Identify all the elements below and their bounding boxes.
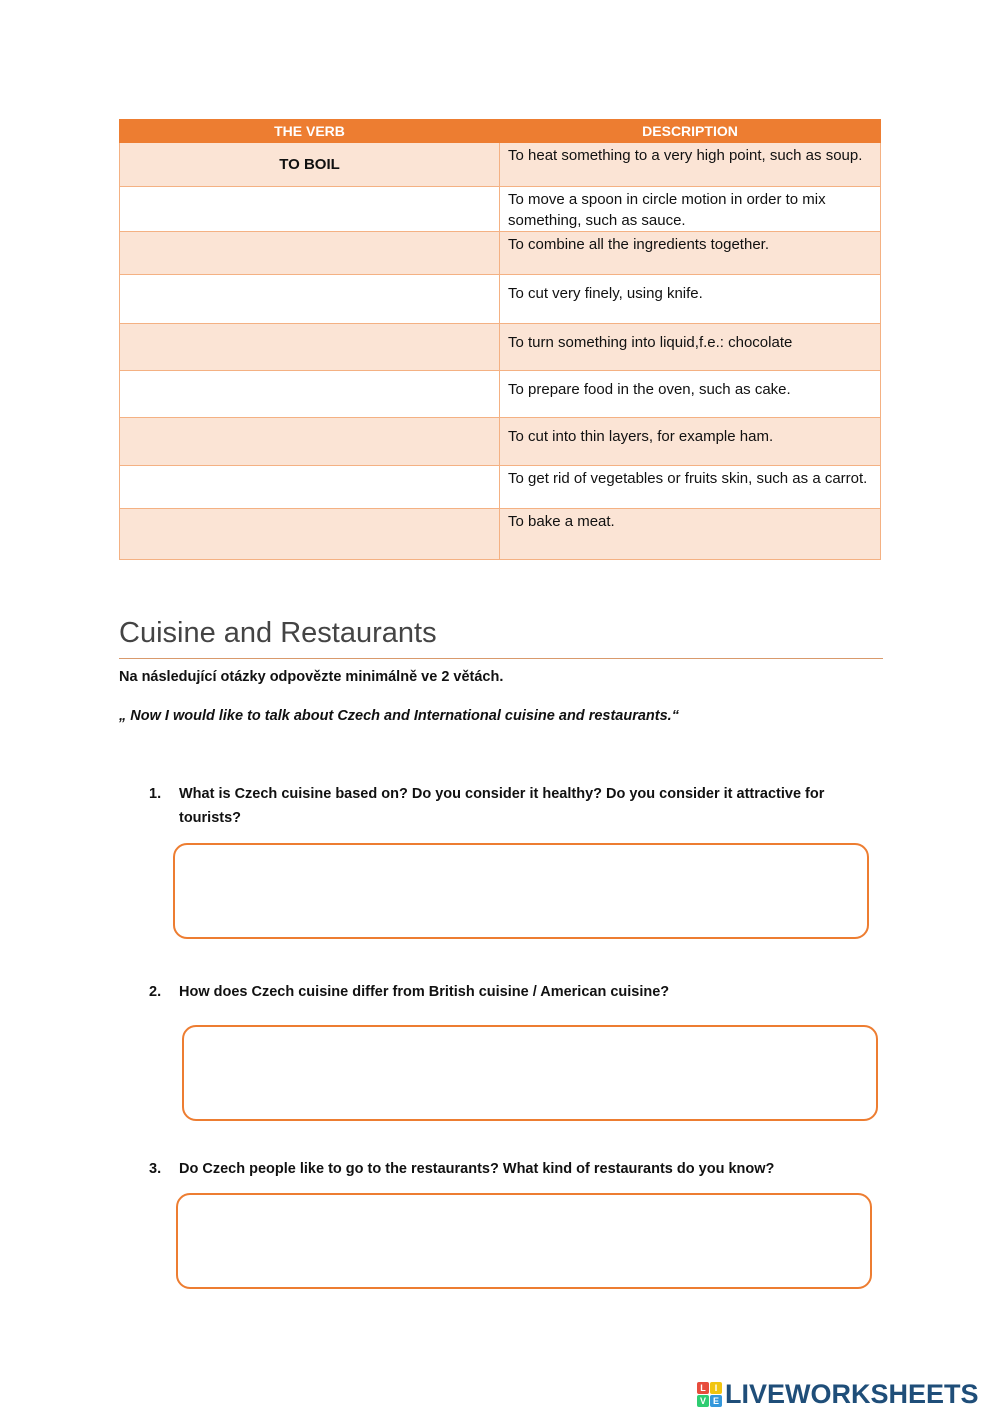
description-cell: To cut into thin layers, for example ham.: [500, 418, 881, 466]
logo-mark-icon: [697, 1382, 722, 1407]
table-row: [120, 324, 881, 371]
description-cell: To cut very finely, using knife.: [500, 275, 881, 324]
answer-box-1[interactable]: [173, 843, 869, 939]
table-header-row: [120, 120, 881, 143]
verb-cell[interactable]: [120, 509, 500, 560]
table-row: [120, 275, 881, 324]
answer-box-3[interactable]: [176, 1193, 872, 1289]
logo-mark-letter: V: [697, 1395, 709, 1407]
description-cell: To turn something into liquid,f.e.: chocolate: [500, 324, 881, 371]
quote-text: „ Now I would like to talk about Czech and International cuisine and restaurants.“: [119, 708, 679, 724]
description-cell: To get rid of vegetables or fruits skin, such as a carrot.: [500, 466, 881, 509]
verb-cell[interactable]: [120, 275, 500, 324]
logo-mark-letter: L: [697, 1382, 709, 1394]
description-cell: To prepare food in the oven, such as cake.: [500, 371, 881, 418]
verb-cell[interactable]: [120, 371, 500, 418]
question-number: 3.: [149, 1161, 162, 1177]
question-text: What is Czech cuisine based on? Do you consider it healthy? Do you consider it attractive for tourists?: [179, 786, 825, 826]
question-number: 2.: [149, 984, 162, 1000]
table-row: [120, 418, 881, 466]
question-2: [149, 980, 869, 1004]
question-number: 1.: [149, 786, 162, 802]
answer-box-2[interactable]: [182, 1025, 878, 1121]
table-row: [120, 509, 881, 560]
description-cell: To heat something to a very high point, such as soup.: [500, 143, 881, 187]
table-row: [120, 466, 881, 509]
verb-cell[interactable]: [120, 418, 500, 466]
liveworksheets-logo: [697, 1377, 979, 1411]
description-cell: To bake a meat.: [500, 509, 881, 560]
question-text: How does Czech cuisine differ from British cuisine / American cuisine?: [179, 984, 670, 1000]
verb-table: [119, 119, 881, 560]
description-cell: To combine all the ingredients together.: [500, 232, 881, 275]
header-description: DESCRIPTION: [500, 120, 881, 143]
table-row: [120, 371, 881, 418]
verb-cell[interactable]: [120, 187, 500, 232]
question-3: [149, 1157, 869, 1181]
table-row: [120, 232, 881, 275]
question-1: [149, 782, 869, 830]
logo-mark-letter: E: [710, 1395, 722, 1407]
verb-cell[interactable]: TO BOIL: [120, 143, 500, 187]
question-text: Do Czech people like to go to the restaurants? What kind of restaurants do you know?: [179, 1161, 775, 1177]
section-title: Cuisine and Restaurants: [119, 614, 883, 659]
verb-cell[interactable]: [120, 324, 500, 371]
verb-cell[interactable]: [120, 466, 500, 509]
logo-text: LIVEWORKSHEETS: [725, 1378, 979, 1409]
verb-cell[interactable]: [120, 232, 500, 275]
table-row: [120, 187, 881, 232]
description-cell: To move a spoon in circle motion in order to mix something, such as sauce.: [500, 187, 881, 232]
table-row: [120, 143, 881, 187]
logo-mark-letter: I: [710, 1382, 722, 1394]
header-verb: THE VERB: [120, 120, 500, 143]
instruction-text: Na následující otázky odpovězte minimálně ve 2 větách.: [119, 669, 504, 685]
